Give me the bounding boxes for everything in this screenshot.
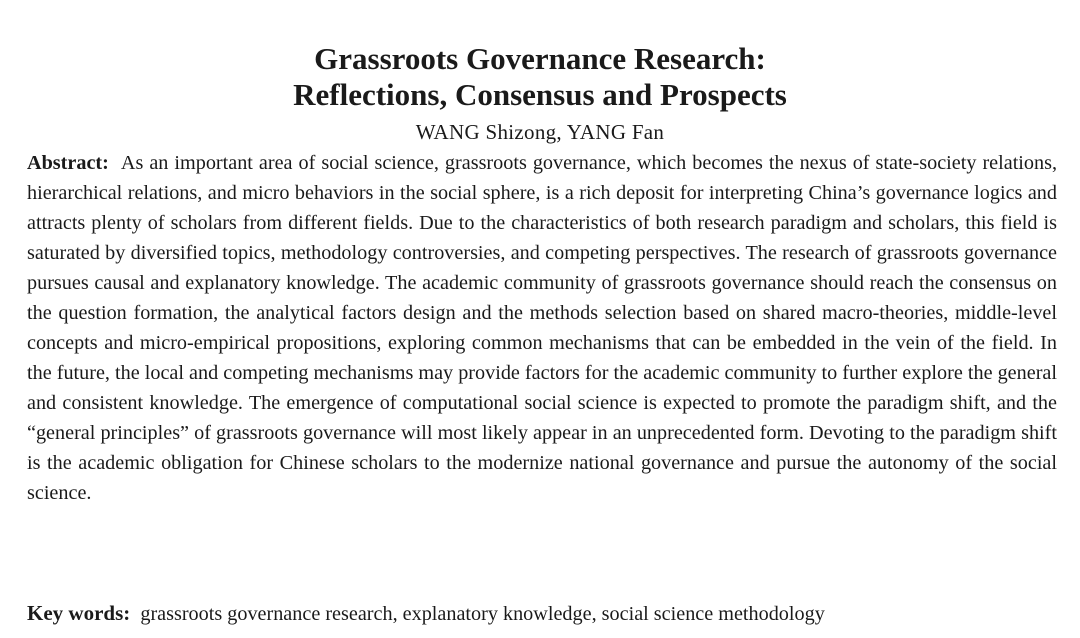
abstract-text: As an important area of social science, grassroots governance, which becomes the nexus of state-society relations, hierarchical relations, and micro behaviors in the social sphere, is a rich deposit for interpreting China’s governance logics and attracts plenty of scholars from different fields. Due to the characteristics of both research paradigm and scholars, this field is saturated by diversified topics, methodology controversies, and competing perspectives. The research of grassroots governance pursues causal and explanatory knowledge. The academic community of grassroots governance should reach the consensus on the question formation, the analytical factors design and the methods selection based on shared macro-theories, middle-level concepts and micro-empirical propositions, exploring common mechanisms that can be embedded in the vein of the field. In the future, the local and competing mechanisms may provide factors for the academic community to further explore the general and consistent knowledge. The emergence of computational social science is expected to promote the paradigm shift, and the “general principles” of grassroots governance will most likely appear in an unprecedented form. Devoting to the paradigm shift is the academic obligation for Chinese scholars to the modernize national governance and pursue the autonomy of the social science. <box>27 152 1057 504</box>
keywords-text: grassroots governance research, explanatory knowledge, social science methodology <box>140 603 825 625</box>
abstract-label: Abstract: <box>27 152 109 174</box>
keywords-line <box>27 598 1057 629</box>
title-line-1: Grassroots Governance Research: <box>314 41 766 76</box>
authors: WANG Shizong, YANG Fan <box>415 120 665 144</box>
abstract-paragraph <box>27 148 1057 508</box>
title-line-2: Reflections, Consensus and Prospects <box>293 77 787 112</box>
keywords-label: Key words: <box>27 601 131 625</box>
